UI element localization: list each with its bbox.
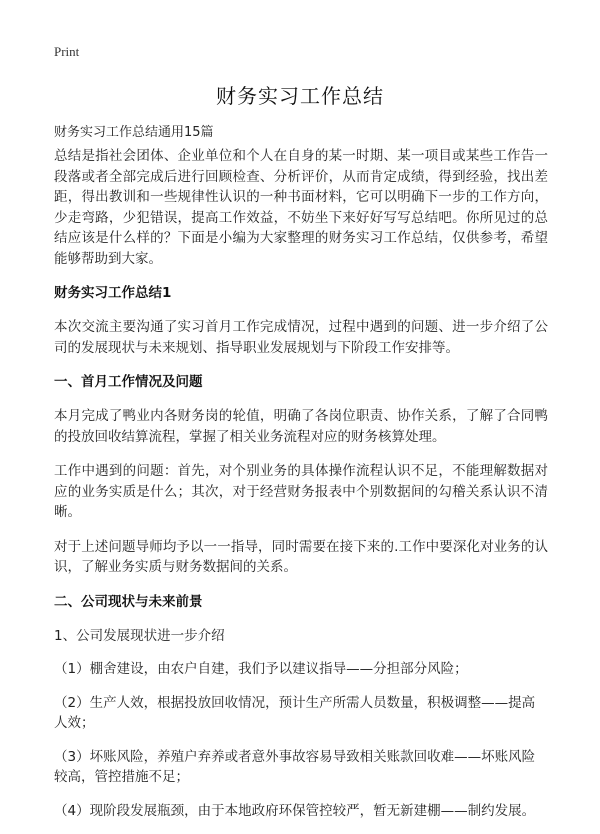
subheading-development: 1、公司发展现状进一步介绍	[54, 627, 225, 644]
print-label[interactable]: Print	[54, 44, 80, 59]
intro-paragraph: 总结是指社会团体、企业单位和个人在自身的某一时期、某一项目或某些工作告一段落或者全部完成后进行回顾检查、分析评价，从而肯定成绩，得到经验，找出差距，得出教训和一些规律性认识的一种书面材料，它可以明确下一步的工作方向，少走弯路，少犯错误，提高工作效益，不妨坐下来好好写写总结吧。你所见过的总结应该是什么样的？下面是小编为大家整理的财务实习工作总结，仅供参考，希望能够帮助到大家。	[54, 148, 548, 267]
section-1-paragraph: 本次交流主要沟通了实习首月工作完成情况，过程中遇到的问题、进一步介绍了公司的发展现状与未来规划、指导职业发展规划与下阶段工作安排等。	[54, 319, 548, 356]
section-heading-1: 财务实习工作总结1	[54, 285, 172, 301]
list-item: （1）棚舍建设，由农户自建，我们予以建议指导——分担部分风险；	[54, 661, 468, 677]
page-title: 财务实习工作总结	[216, 84, 384, 108]
heading-company-status: 二、公司现状与未来前景	[54, 593, 203, 610]
list-item: （4）现阶段发展瓶颈，由于本地政府环保管控较严，暂无新建棚——制约发展。	[54, 802, 536, 819]
heading-first-month: 一、首月工作情况及问题	[54, 374, 203, 390]
document-body	[54, 146, 548, 834]
paragraph-first-month-work: 本月完成了鸭业内各财务岗的轮值，明确了各岗位职责、协作关系，了解了合同鸭的投放回收结算流程，掌握了相关业务流程对应的财务核算处理。	[54, 408, 548, 445]
paragraph-problems: 工作中遇到的问题：首先，对个别业务的具体操作流程认识不足，不能理解数据对应的业务实质是什么；其次，对于经营财务报表中个别数据间的勾稽关系认识不清晰。	[54, 463, 548, 520]
document-subtitle: 财务实习工作总结通用15篇	[54, 125, 214, 140]
list-item: （2）生产人效，根据投放回收情况，预计生产所需人员数量，积极调整——提高人效；	[54, 694, 536, 731]
paragraph-guidance: 对于上述问题导师均予以一一指导，同时需要在接下来的.工作中要深化对业务的认识，了解业务实质与财务数据间的关系。	[54, 538, 548, 575]
list-item: （3）坏账风险，养殖户弃养或者意外事故容易导致相关账款回收难——坏账风险较高，管控措施不足；	[54, 748, 536, 785]
